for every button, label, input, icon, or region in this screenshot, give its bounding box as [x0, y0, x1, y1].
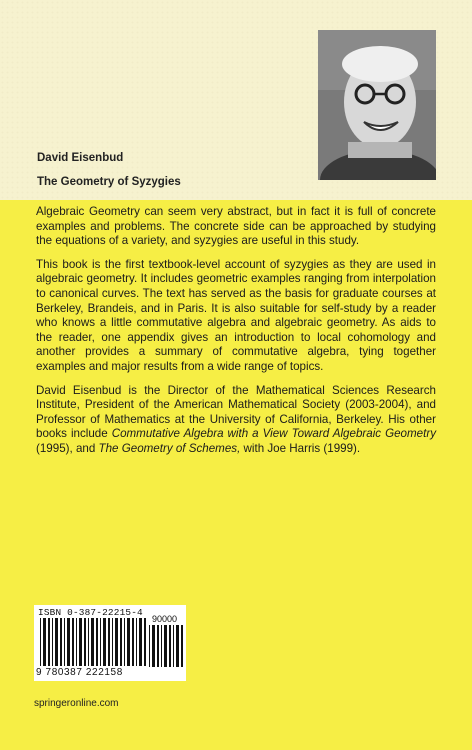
bio-text-1: David Eisenbud is the Director of the Mathematical Sciences Research Institute, President of the American Mathematical Society (2003-2004), and Professor of Mathematics at the University of California, Berkeley. His other books include — [36, 383, 436, 441]
bio-book-title-2: The Geometry of Schemes, — [98, 441, 241, 455]
barcode-digits: 9 780387 222158 — [36, 667, 123, 678]
isbn-label: ISBN 0-387-22215-4 — [38, 607, 143, 618]
author-photo — [318, 30, 436, 180]
barcode-addon-bars — [149, 625, 183, 667]
author-portrait-graphic — [318, 30, 436, 180]
author-name: David Eisenbud — [37, 152, 124, 164]
book-title: The Geometry of Syzygies — [37, 176, 181, 188]
bio-text-2: (1995), and — [36, 441, 99, 455]
barcode-addon-digits: 90000 — [152, 614, 178, 624]
website-url: springeronline.com — [34, 698, 119, 709]
bio-text-3: with Joe Harris (1999). — [240, 441, 361, 455]
bio-book-title-1: Commutative Algebra with a View Toward Algebraic Geometry — [111, 427, 436, 441]
author-bio-paragraph — [36, 384, 436, 457]
description-paragraph-2: This book is the first textbook-level account of syzygies as they are used in algebraic geometry. It includes geometric examples ranging from interpolation to canonical curves. The text has served as the basis for graduate courses at Berkeley, Brandeis, and in Paris. It is also suitable for self-study by a reader who knows a little commutative algebra and algebraic geometry. As aids to the reader, one appendix gives an introduction to local cohomology and another provides a summary of commutative algebra, tying together examples and major results from a wide range of topics. — [36, 257, 436, 373]
isbn-barcode — [34, 605, 186, 681]
description-text — [36, 205, 436, 466]
barcode-main-bars — [40, 618, 146, 666]
description-paragraph-1: Algebraic Geometry can seem very abstract, but in fact it is full of concrete examples and problems. The concrete side can be approached by studying the equations of a variety, and syzygies are useful in this study. — [36, 205, 436, 248]
